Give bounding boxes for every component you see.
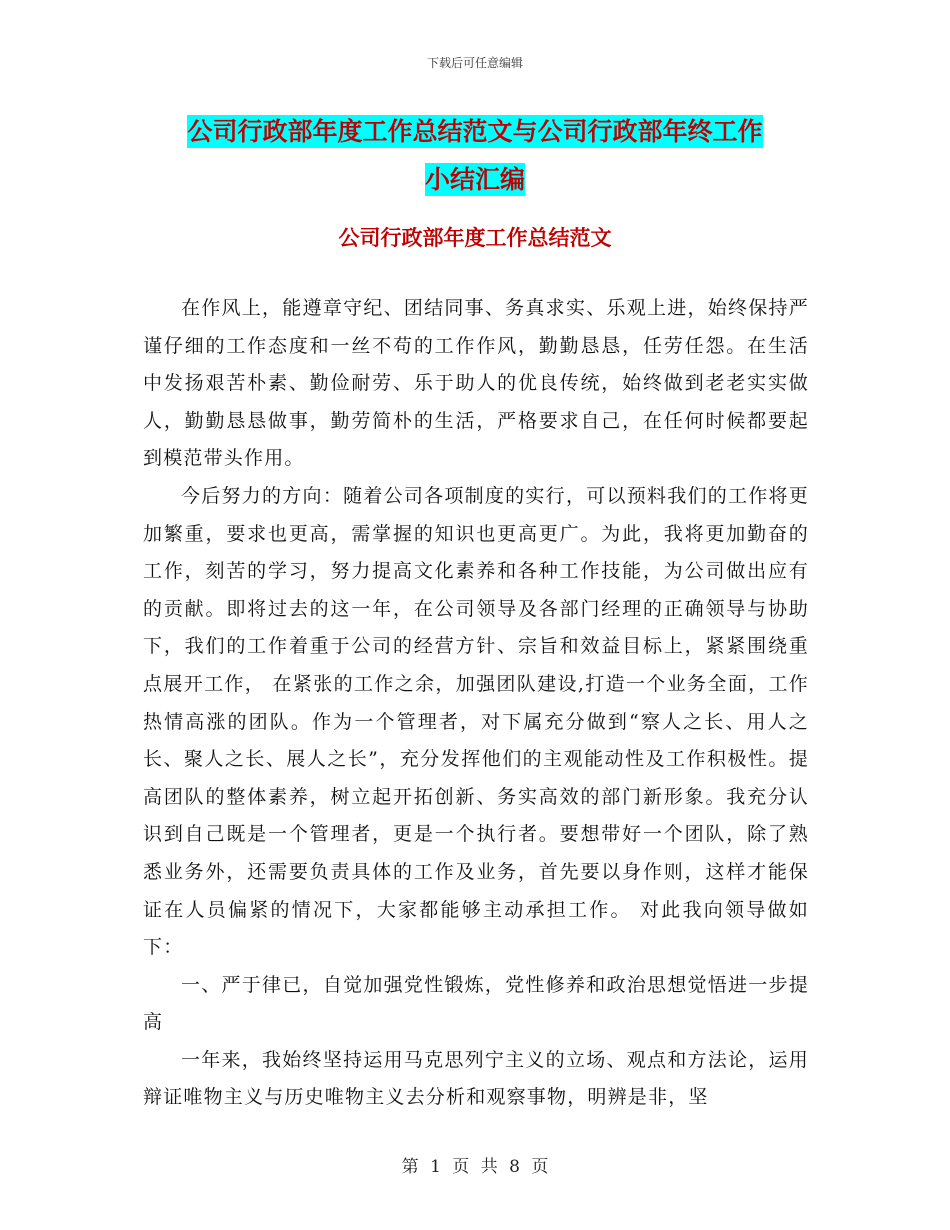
title-line-2: 小结汇编 bbox=[424, 165, 525, 194]
section-title: 公司行政部年度工作总结范文 bbox=[338, 226, 612, 250]
body-text bbox=[143, 290, 809, 1117]
paragraph: 一年来，我始终坚持运用马克思列宁主义的立场、观点和方法论，运用辩证唯物主义与历史唯物主义去分析和观察事物，明辨是非，坚 bbox=[143, 1048, 809, 1109]
title-line-1: 公司行政部年度工作总结范文与公司行政部年终工作 bbox=[187, 117, 763, 146]
paragraph: 今后努力的方向：随着公司各项制度的实行，可以预料我们的工作将更加繁重，要求也更高，需掌握的知识也更高更广。为此，我将更加勤奋的工作，刻苦的学习，努力提高文化素养和各种工作技能，为公司做出应有的贡献。即将过去的这一年，在公司领导及各部门经理的正确领导与协助下，我们的工作着重于公司的经营方针、宗旨和效益目标上，紧紧围绕重点展开工作， 在紧张的工作之余，加强团队建设,打造一个业务全面，工作热情高涨的团队。作为一个管理者，对下属充分做到“察人之长、用人之长、聚人之长、展人之长”，充分发挥他们的主观能动性及工作积极性。提高团队的整体素养，树立起开拓创新、务实高效的部门新形象。我充分认识到自己既是一个管理者，更是一个执行者。要想带好一个团队，除了熟悉业务外，还需要负责具体的工作及业务，首先要以身作则，这样才能保证在人员偏紧的情况下，大家都能够主动承担工作。 对此我向领导做如下： bbox=[143, 484, 809, 959]
paragraph: 在作风上，能遵章守纪、团结同事、务真求实、乐观上进，始终保持严谨仔细的工作态度和一丝不苟的工作作风，勤勤恳恳，任劳任怨。在生活中发扬艰苦朴素、勤俭耐劳、乐于助人的优良传统，始终做到老老实实做人，勤勤恳恳做事，勤劳简朴的生活，严格要求自己，在任何时候都要起到模范带头作用。 bbox=[143, 297, 809, 470]
page-footer: 第 1 页 共 8 页 bbox=[401, 1157, 549, 1177]
paragraph: 一、严于律已，自觉加强党性锻炼，党性修养和政治思想觉悟进一步提高 bbox=[143, 973, 809, 1034]
header-note: 下载后可任意编辑 bbox=[426, 56, 523, 70]
document-title bbox=[0, 108, 950, 204]
